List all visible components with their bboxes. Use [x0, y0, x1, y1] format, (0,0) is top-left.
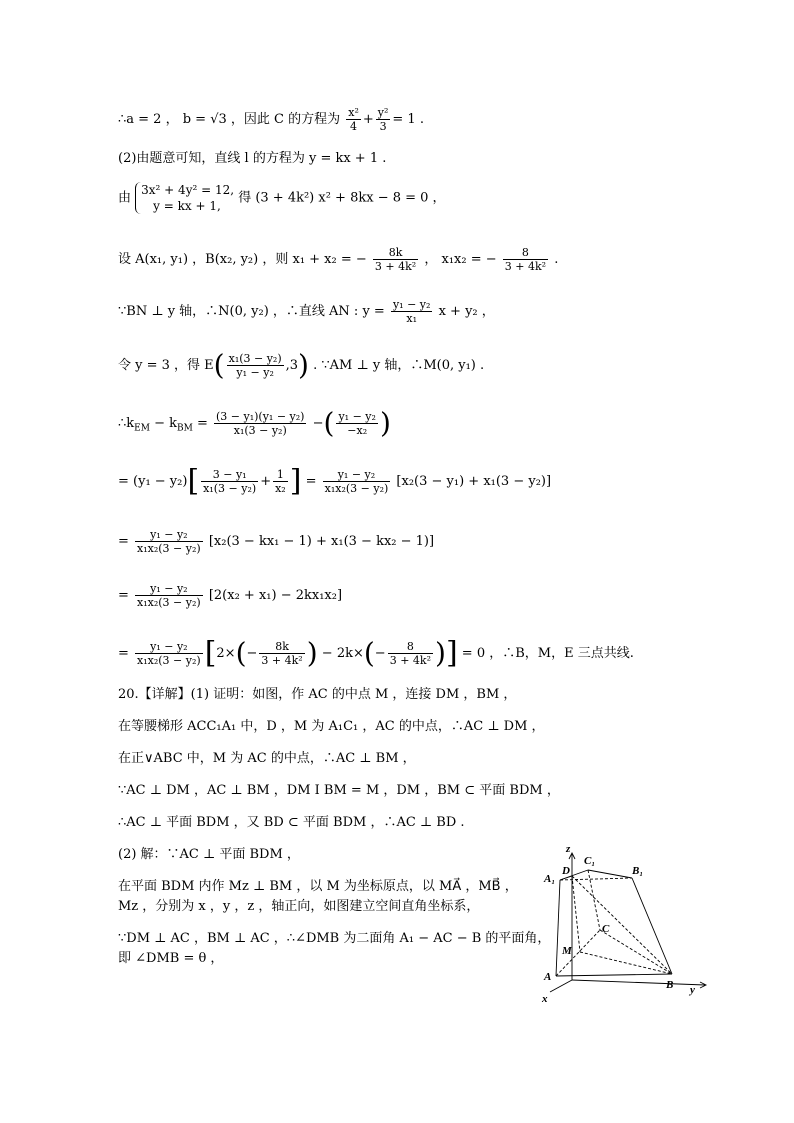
text: ∵BN ⊥ y 轴，∴N(0, y₂) ，∴直线 AN : y = — [118, 304, 385, 319]
text: = — [305, 474, 317, 489]
subscript: EM — [134, 423, 150, 434]
subscript: BM — [177, 423, 193, 434]
denominator: x₁(3 − y₂) — [233, 424, 287, 437]
edge-a-b — [556, 974, 672, 976]
numerator: y₁ − y₂ — [135, 640, 203, 654]
fraction — [227, 352, 284, 379]
text: 令 y = 3 ，得 E — [118, 358, 214, 373]
fraction — [135, 528, 203, 555]
label-a: A — [544, 971, 552, 983]
label-c1: C₁ — [584, 855, 596, 867]
line-d-b — [572, 876, 672, 974]
fraction — [214, 410, 306, 437]
line-10: = $\frac{\text{y₁ − y₂}}{\text{x₁x₂(3 − y₂)}}$ [2(x₂ + x₁) − 2kx₁x₂] — [118, 582, 343, 609]
denominator: 3 + 4k² — [261, 654, 303, 667]
fraction — [273, 468, 288, 495]
line-14: 在正∨ABC 中，M 为 AC 的中点，∴AC ⊥ BM ， — [118, 751, 416, 766]
label-b1: B₁ — [632, 865, 644, 877]
text: ∴k — [118, 416, 135, 431]
text: ∴a = 2 ， b = √3 ，因此 C 的方程为 — [118, 112, 341, 127]
text: + — [260, 474, 272, 489]
line-15: ∵AC ⊥ DM ，AC ⊥ BM ，DM I BM = M ，DM ，BM ⊂ 平面 BDM ， — [118, 783, 560, 798]
line-9: = $\frac{\text{y₁ − y₂}}{\text{x₁x₂(3 − y₂)}}$ [x₂(3 − kx₁ − 1) + x₁(3 − kx₂ − 1)] — [118, 528, 435, 555]
fraction — [259, 640, 304, 667]
label-x: x — [542, 993, 548, 1005]
denominator: x₁ — [406, 312, 418, 325]
line-2: (2)由题意可知，直线 l 的方程为 y = kx + 1 . — [118, 151, 387, 166]
line-4 — [118, 246, 558, 273]
fraction: $\frac{\text{y²}}{3}$ — [377, 106, 389, 133]
x-axis — [550, 980, 572, 992]
fraction: $\frac{\text{x²}}{4}$ — [348, 106, 359, 133]
numerator: 8k — [259, 640, 304, 654]
edge-a1-b1 — [560, 878, 632, 880]
fraction — [135, 640, 203, 667]
numerator: 8 — [503, 246, 548, 260]
label-c: C — [602, 923, 610, 935]
text: . — [554, 252, 559, 267]
text: = (y₁ − y₂) — [118, 474, 188, 489]
text: . ∵AM ⊥ y 轴，∴M(0, y₁) . — [313, 358, 485, 373]
denominator: 3 + 4k² — [374, 260, 417, 273]
text: = 0 ，∴B，M，E 三点共线. — [461, 646, 634, 661]
text: 由 — [118, 190, 132, 206]
text: x + y₂ ， — [438, 304, 495, 319]
text: = — [192, 416, 208, 431]
denominator: x₁(3 − y₂) — [203, 482, 257, 495]
numerator: y₁ − y₂ — [323, 468, 391, 482]
text: 得 (3 + 4k²) x² + 8kx − 8 = 0 ， — [238, 190, 446, 206]
fraction — [388, 640, 433, 667]
text: − — [312, 416, 324, 431]
edge-b1-b — [632, 878, 672, 974]
numerator: 8k — [373, 246, 418, 260]
line-m-b — [580, 952, 672, 974]
label-y: y — [690, 984, 695, 996]
label-d: D — [562, 865, 570, 877]
edge-c1-b1 — [588, 870, 632, 878]
numerator: y₁ − y₂ — [135, 582, 203, 596]
line-20: ∵DM ⊥ AC ，BM ⊥ AC ，∴∠DMB 为二面角 A₁ − AC − B 的平面角， — [118, 931, 551, 946]
denominator: y₁ − y₂ — [236, 366, 274, 379]
text: 2× — [216, 646, 236, 661]
line-17: (2) 解：∵AC ⊥ 平面 BDM ， — [118, 847, 300, 862]
denominator: 3 + 4k² — [389, 654, 431, 667]
line-8: = (y₁ − y₂)[ $\frac{\text{3 − y₁}}{\text{x₁(3 − y₂)}}$ + $\frac{1}{\text{x₂}}$ ] = $\frac{\text{y₁ − y₂}}{\text{x₁x₂(3 − y₂)}}$ [x₂(3 − y₁) + x₁(3 − y₂)] — [118, 463, 552, 499]
line-6: 令 y = 3 ，得 E( $\frac{\text{x₁(3 − y₂)}}{\text{y₁ − y₂}}$ ,3) . ∵AM ⊥ y 轴，∴M(0, y₁) . — [118, 348, 485, 382]
line-11: = $\frac{\text{y₁ − y₂}}{\text{x₁x₂(3 − y₂)}}$ [2×(− $\frac{8k}{\text{3 + 4k²}}$ ) − 2k×(− $\frac{8}{\text{3 + 4k²}}$ )] = 0 ，∴B，M，E 三点共线. — [118, 635, 634, 671]
fraction — [201, 468, 258, 495]
numerator: 8 — [388, 640, 433, 654]
line-13: 在等腰梯形 ACC₁A₁ 中，D ，M 为 A₁C₁ ，AC 的中点，∴AC ⊥ DM ， — [118, 719, 545, 734]
label-b: B — [666, 979, 674, 991]
line-18: 在平面 BDM 内作 Mz ⊥ BM ，以 M 为坐标原点，以 MA⃗ ，MB⃗ ， — [118, 879, 518, 894]
text: ,3 — [285, 358, 299, 373]
text: [x₂(3 − kx₁ − 1) + x₁(3 − kx₂ − 1)] — [208, 534, 435, 549]
numerator: 3 − y₁ — [201, 468, 258, 482]
line-21: 即 ∠DMB = θ ， — [118, 951, 224, 966]
fraction — [135, 582, 203, 609]
denominator: x₁x₂(3 − y₂) — [324, 482, 389, 495]
fraction — [323, 468, 391, 495]
geometry-figure — [520, 840, 720, 1010]
line-19: Mz ，分别为 x ，y ，z ，轴正向，如图建立空间直角坐标系， — [118, 899, 480, 914]
y-axis — [572, 980, 705, 985]
text: − 2k× — [317, 646, 364, 661]
text: [x₂(3 − y₁) + x₁(3 − y₂)] — [396, 474, 552, 489]
edge-c1-c — [588, 870, 600, 930]
denominator: 3 + 4k² — [504, 260, 547, 273]
equation: y = kx + 1, — [153, 199, 221, 213]
line-3 — [118, 182, 446, 214]
equation-system — [135, 182, 234, 214]
label-a1: A₁ — [544, 873, 556, 885]
denominator: x₁x₂(3 − y₂) — [137, 596, 201, 609]
text: − k — [149, 416, 177, 431]
numerator: 1 — [273, 468, 288, 482]
text: [2(x₂ + x₁) − 2kx₁x₂] — [208, 588, 343, 603]
label-z: z — [566, 843, 571, 855]
equation: 3x² + 4y² = 12, — [141, 183, 235, 197]
numerator: x₁(3 − y₂) — [228, 352, 282, 365]
edge-a1-a — [556, 880, 560, 976]
denominator: x₂ — [275, 482, 286, 495]
fraction — [503, 246, 548, 273]
fraction — [373, 246, 418, 273]
text: 设 A(x₁, y₁) ，B(x₂, y₂) ，则 x₁ + x₂ = − — [118, 252, 367, 267]
label-m: M — [562, 945, 572, 957]
fraction — [336, 410, 377, 437]
numerator: (3 − y₁)(y₁ − y₂) — [216, 410, 305, 423]
numerator: y₁ − y₂ — [338, 410, 376, 423]
denominator: x₁x₂(3 − y₂) — [137, 654, 201, 667]
line-1: ∴a = 2 ， b = √3 ，因此 C 的方程为 $\frac{\text{x²}}{4}$ + $\frac{\text{y²}}{3}$ = 1 . — [118, 106, 424, 133]
line-16: ∴AC ⊥ 平面 BDM ，又 BD ⊂ 平面 BDM ，∴AC ⊥ BD . — [118, 815, 465, 830]
numerator: y₁ − y₂ — [135, 528, 203, 542]
line-5 — [118, 298, 495, 325]
fraction — [391, 298, 432, 325]
denominator: −x₂ — [347, 424, 368, 437]
text: ， x₁x₂ = − — [424, 252, 497, 267]
denominator: x₁x₂(3 − y₂) — [137, 542, 201, 555]
line-12: 20.【详解】(1) 证明：如图，作 AC 的中点 M ，连接 DM ，BM ， — [118, 687, 517, 702]
line-7: $\therefore k_{EM} - k_{BM}$ = $\frac{\text{(3 − y₁)(y₁ − y₂)}}{\text{x₁(3 − y₂)}}$ −( $\frac{\text{y₁ − y₂}}{\text{−x₂}}$ ) — [118, 406, 391, 440]
numerator: y₁ − y₂ — [392, 298, 431, 311]
edge-c-b — [600, 930, 672, 974]
line-d-m — [572, 876, 580, 952]
